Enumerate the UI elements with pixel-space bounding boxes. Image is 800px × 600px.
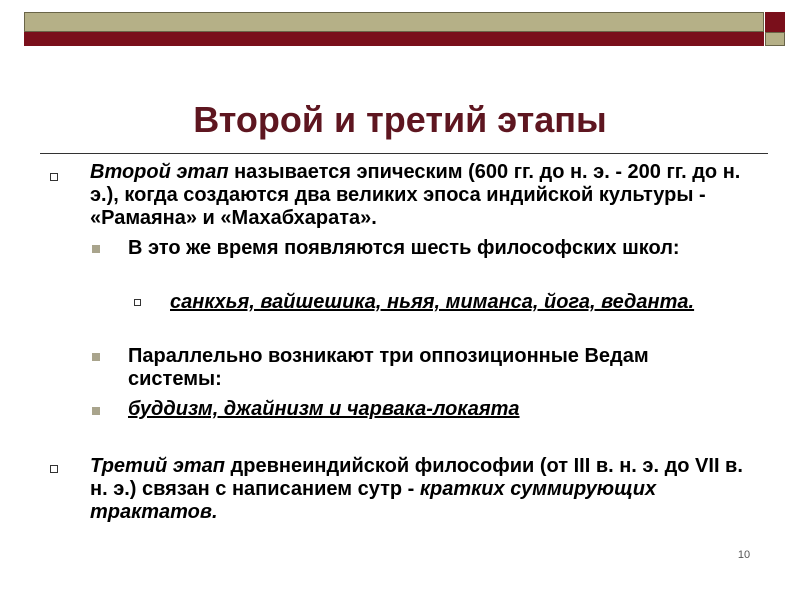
slide-title: Второй и третий этапы: [193, 99, 607, 140]
hollow-square-bullet-icon: [50, 173, 58, 181]
hollow-square-bullet-icon: [134, 299, 141, 306]
third-stage-lead: Третий этап: [90, 455, 225, 477]
list-item-third-stage: [90, 455, 750, 524]
third-stage-dash: -: [407, 478, 415, 500]
list-item-school-names: [170, 291, 710, 314]
opposition-names-text: буддизм, джайнизм и чарвака-локаята: [128, 398, 520, 420]
filled-square-bullet-icon: [92, 245, 100, 253]
list-item-opposition-systems: Параллельно возникают три оппозиционные Ведам системы:: [128, 345, 649, 390]
second-stage-text: называется эпическим (600 гг. до н. э. - 200 гг. до н. э.), когда создаются два великих эпоса индийской культуры - «Рамаяна» и «Махабхарата».: [90, 161, 741, 229]
header-bar-red: [24, 32, 764, 46]
hollow-square-bullet-icon: [50, 465, 58, 473]
header-square-olive: [765, 32, 785, 46]
header-square-red: [765, 12, 785, 32]
filled-square-bullet-icon: [92, 407, 100, 415]
page-number: 10: [737, 549, 751, 561]
third-stage-tail: кратких суммирующих трактатов.: [90, 478, 657, 523]
second-stage-lead: Второй этап: [90, 161, 229, 183]
list-item-opposition-names: [128, 398, 728, 421]
title-divider: [40, 153, 768, 154]
filled-square-bullet-icon: [92, 353, 100, 361]
header-bar-olive: [24, 12, 764, 32]
list-item-six-schools: В это же время появляются шесть философских школ:: [128, 237, 680, 259]
school-names-text: санкхья, вайшешика, ньяя, миманса, йога, веданта.: [170, 291, 695, 313]
third-stage-text: древнеиндийской философии (от III в. н. э. до VII в. н. э.) связан с написанием сутр: [90, 455, 743, 500]
list-item-second-stage: [90, 161, 750, 230]
